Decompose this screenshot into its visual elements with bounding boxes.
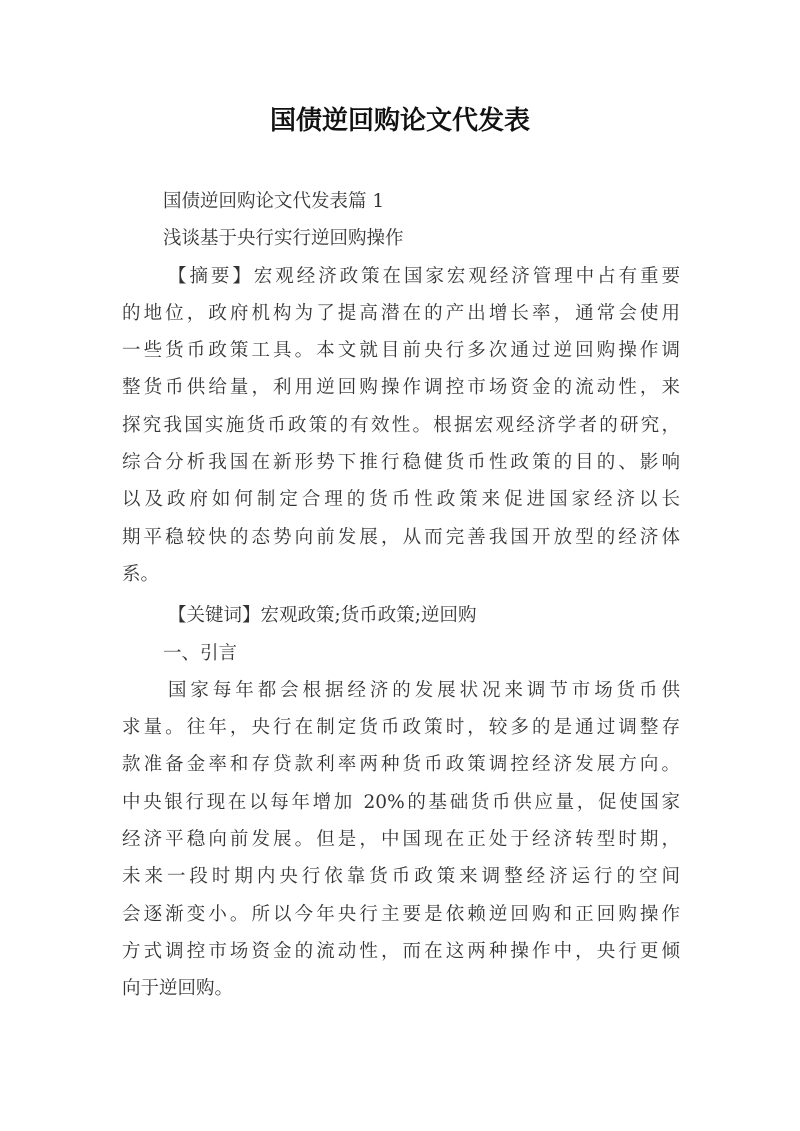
abstract-line: 的地位，政府机构为了提高潜在的产出增长率，通常会使用 (122, 302, 680, 324)
intro-line: 经济平稳向前发展。但是，中国现在正处于经济转型时期， (122, 829, 680, 851)
intro-line: 求量。往年，央行在制定货币政策时，较多的是通过调整存 (122, 717, 680, 739)
intro-paragraph (122, 672, 680, 1008)
document-title: 国债逆回购论文代发表 (269, 106, 530, 136)
article-title: 浅谈基于央行实行逆回购操作 (163, 228, 404, 250)
intro-line: 中央银行现在以每年增加 20%的基础货币供应量，促使国家 (122, 791, 680, 813)
section-heading: 一、引言 (163, 642, 238, 664)
intro-line: 未来一段时期内央行依靠货币政策来调整经济运行的空间 (122, 866, 680, 888)
keywords: 【关键词】宏观政策;货币政策;逆回购 (168, 605, 477, 627)
abstract-line: 期平稳较快的态势向前发展，从而完善我国开放型的经济体 (122, 526, 680, 548)
abstract-paragraph (122, 258, 680, 594)
intro-line: 款准备金率和存贷款利率两种货币政策调控经济发展方向。 (122, 754, 680, 776)
abstract-line: 一些货币政策工具。本文就目前央行多次通过逆回购操作调 (122, 340, 680, 362)
abstract-line: 探究我国实施货币政策的有效性。根据宏观经济学者的研究， (122, 414, 680, 436)
intro-line: 国家每年都会根据经济的发展状况来调节市场货币供 (168, 679, 680, 701)
intro-line: 向于逆回购。 (122, 978, 234, 1000)
subtitle: 国债逆回购论文代发表篇 1 (163, 191, 385, 212)
abstract-line: 整货币供给量，利用逆回购操作调控市场资金的流动性，来 (122, 377, 680, 399)
abstract-line: 【摘要】宏观经济政策在国家宏观经济管理中占有重要 (168, 265, 680, 287)
document-body (122, 183, 680, 1008)
abstract-line: 综合分析我国在新形势下推行稳健货币性政策的目的、影响 (122, 452, 680, 474)
intro-line: 方式调控市场资金的流动性，而在这两种操作中，央行更倾 (122, 940, 680, 962)
abstract-line: 以及政府如何制定合理的货币性政策来促进国家经济以长 (122, 489, 680, 511)
abstract-line: 系。 (122, 563, 160, 585)
intro-line: 会逐渐变小。所以今年央行主要是依赖逆回购和正回购操作 (122, 903, 680, 925)
